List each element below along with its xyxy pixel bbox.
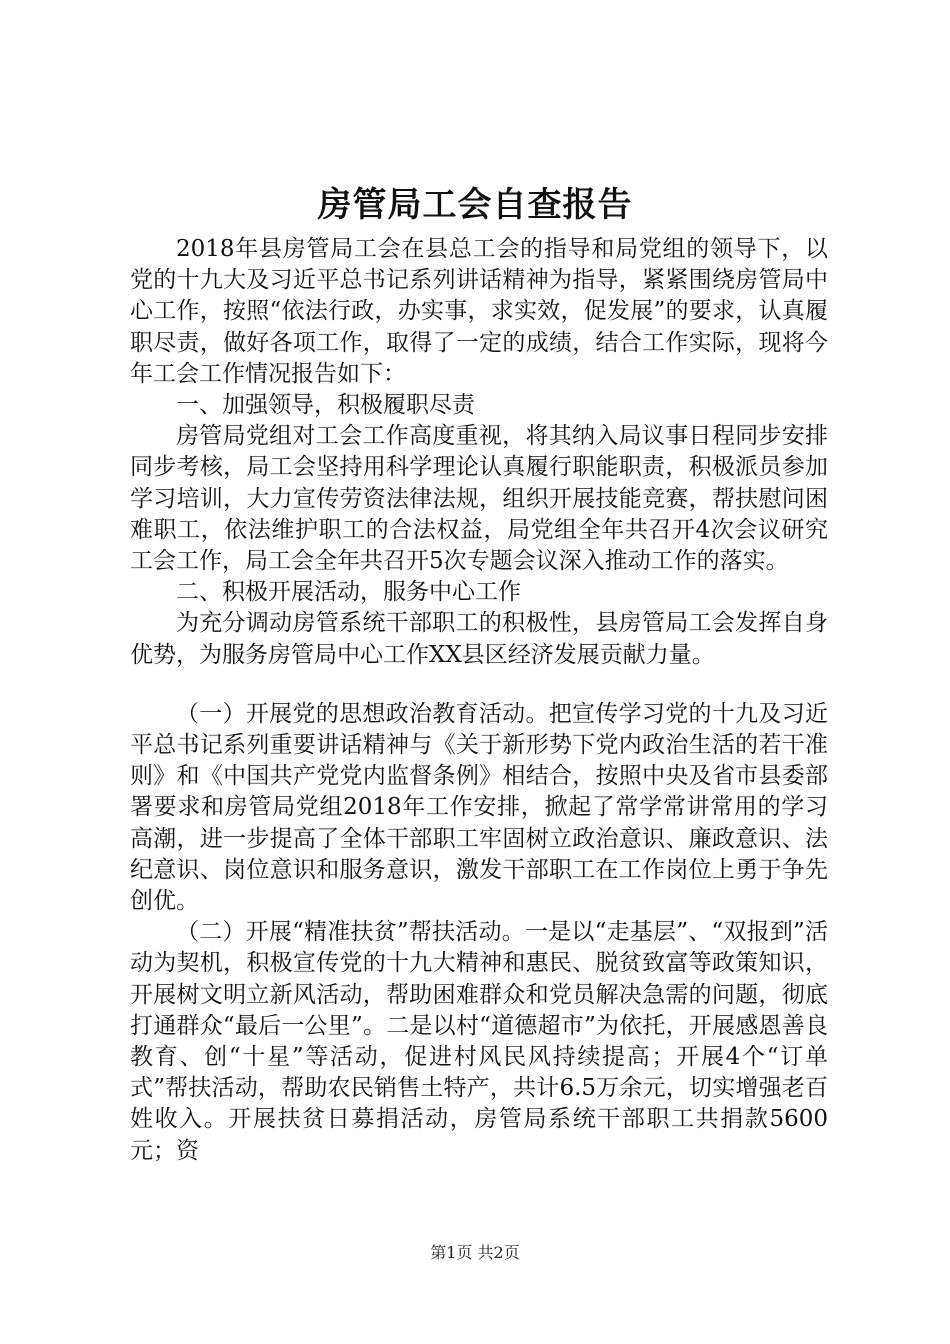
document-title: 房管局工会自查报告 (317, 185, 633, 225)
section-heading-2: 二、积极开展活动，服务中心工作 (176, 579, 521, 606)
subsection-1-paragraph: （一）开展党的思想政治教育活动。把宣传学习党的十九及习近平总书记系列重要讲话精神与《关于新形势下党内政治生活的若干准则》和《中国共产党党内监督条例》相结合，按照中央及省市县委部署要求和房管局党组2018年工作安排，掀起了常学常讲常用的学习高潮，进一步提高了全体干部职工牢固树立政治意识、廉政意识、法纪意识、岗位意识和服务意识，激发干部职工在工作岗位上勇于争先创优。 (130, 700, 828, 915)
section-1-paragraph: 房管局党组对工会工作高度重视，将其纳入局议事日程同步安排同步考核，局工会坚持用科学理论认真履行职能职责，积极派员参加学习培训，大力宣传劳资法律法规，组织开展技能竞赛，帮扶慰问困难职工，依法维护职工的合法权益，局党组全年共召开4次会议研究工会工作，局工会全年共召开5次专题会议深入推动工作的落实。 (130, 423, 828, 575)
page-number-footer: 第1页 共2页 (430, 1243, 520, 1262)
section-heading-1: 一、加强领导，积极履职尽责 (176, 392, 475, 419)
intro-paragraph: 2018年县房管局工会在县总工会的指导和局党组的领导下，以党的十九大及习近平总书记系列讲话精神为指导，紧紧围绕房管局中心工作，按照“依法行政，办实事，求实效，促发展”的要求，认真履职尽责，做好各项工作，取得了一定的成绩，结合工作实际，现将今年工会工作情况报告如下： (130, 236, 828, 387)
subsection-2-paragraph: （二）开展“精准扶贫”帮扶活动。一是以“走基层”、“双报到”活动为契机，积极宣传党的十九大精神和惠民、脱贫致富等政策知识，开展树文明立新风活动，帮助困难群众和党员解决急需的问题，彻底打通群众“最后一公里”。二是以村“道德超市”为依托，开展感恩善良教育、创“十星”等活动，促进村风民风持续提高；开展4个“订单式”帮扶活动，帮助农民销售土特产，共计6.5万余元，切实增强老百姓收入。开展扶贫日募捐活动，房管局系统干部职工共捐款5600元；资 (130, 919, 828, 1164)
section-2-intro-paragraph: 为充分调动房管系统干部职工的积极性，县房管局工会发挥自身优势，为服务房管局中心工作XX县区经济发展贡献力量。 (130, 610, 828, 668)
document-body (130, 234, 828, 1167)
